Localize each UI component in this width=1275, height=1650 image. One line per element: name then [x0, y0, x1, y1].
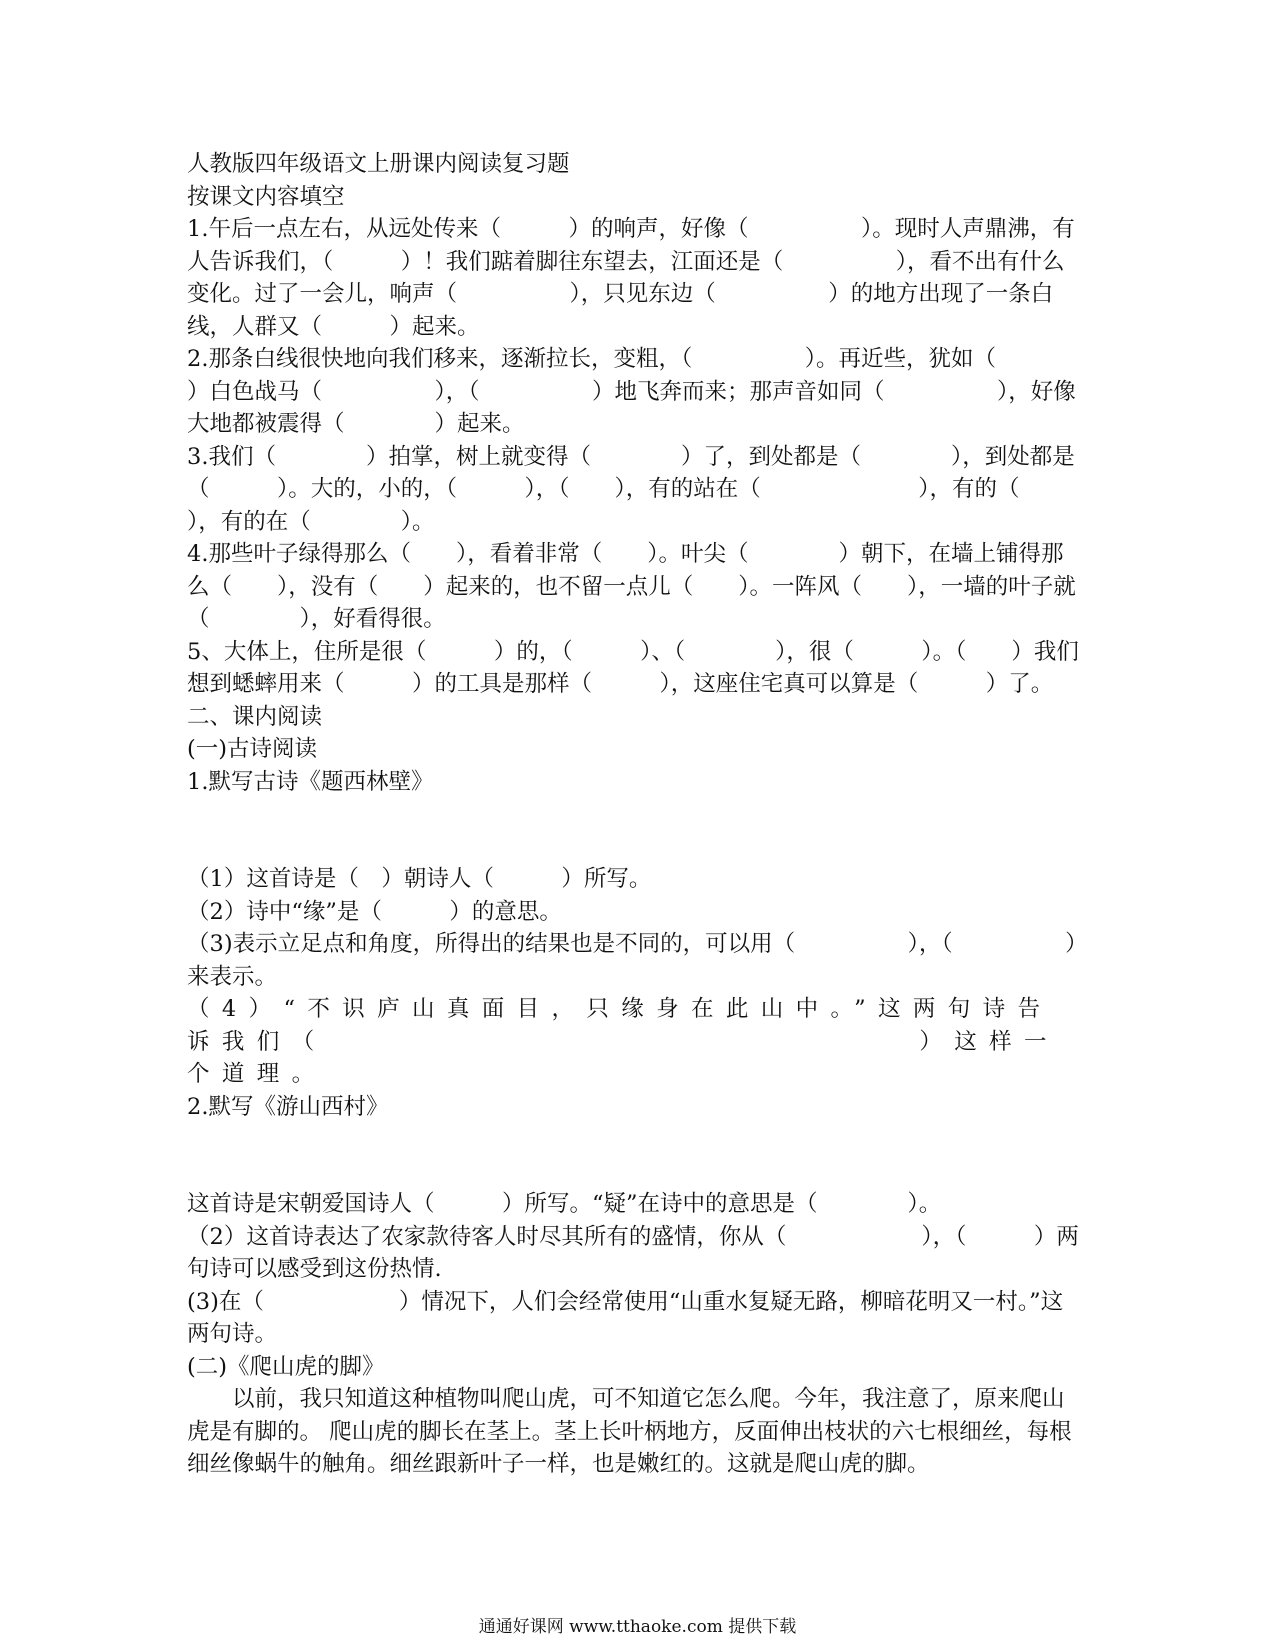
fill-in-question-4: 4.那些叶子绿得那么（ ），看着非常（ ）。叶尖（ ）朝下，在墙上铺得那么（ ），没有（ ）起来的，也不留一点儿（ ）。一阵风（ ），一墙的叶子就（ ），好看得很。	[187, 541, 1076, 632]
section-heading-fill-in: 按课文内容填空	[187, 183, 345, 210]
poem1-item-1: （1）这首诗是（ ）朝诗人（ ）所写。	[187, 866, 652, 892]
poem-question-1-title: 1.默写古诗《题西林壁》	[187, 768, 434, 795]
subsection-heading-poetry: (一)古诗阅读	[187, 736, 318, 762]
poem-question-2-title: 2.默写《游山西村》	[187, 1093, 389, 1120]
poem2-item-3: (3)在（ ）情况下，人们会经常使用“山重水复疑无路，柳暗花明又一村。”这两句诗。	[187, 1288, 1064, 1347]
fill-in-question-5: 5、大体上，住所是很（ ）的，（ ）、（ ），很（ ）。（ ）我们想到蟋蟀用来（ ）的工具是那样（ ），这座住宅真可以算是（ ）了。	[187, 638, 1079, 697]
answer-space	[187, 1123, 1085, 1188]
poem2-item-1: 这首诗是宋朝爱国诗人（ ）所写。“疑”在诗中的意思是（ ）。	[187, 1191, 942, 1217]
section-heading-reading: 二、课内阅读	[187, 703, 323, 730]
subsection-heading-passage: (二)《爬山虎的脚》	[187, 1353, 385, 1380]
poem1-item-2: （2）诗中“缘”是（ ）的意思。	[187, 898, 562, 925]
document-body	[187, 148, 1110, 1481]
reading-passage: 以前，我只知道这种植物叫爬山虎，可不知道它怎么爬。今年，我注意了，原来爬山虎是有脚的。 爬山虎的脚长在茎上。茎上长叶柄地方，反面伸出枝状的六七根细丝，每根细丝像蜗牛的触角。细丝跟新叶子一样，也是嫩红的。这就是爬山虎的脚。	[187, 1386, 1072, 1477]
poem1-item-3: （3)表示立足点和角度，所得出的结果也是不同的，可以用（ ），（ ）来表示。	[187, 931, 1077, 990]
poem1-item-4: （4）“不识庐山真面目，只缘身在此山中。”这两句诗告诉我们（ ）这样一个道理。	[187, 996, 1059, 1087]
poem2-item-2: （2）这首诗表达了农家款待客人时尽其所有的盛情，你从（ ），（ ）两句诗可以感受到这份热情.	[187, 1223, 1079, 1282]
answer-space	[187, 798, 1085, 863]
fill-in-question-1: 1.午后一点左右，从远处传来（ ）的响声，好像（ ）。现时人声鼎沸，有人告诉我们，（ ）！我们踮着脚往东望去，江面还是（ ），看不出有什么变化。过了一会儿，响声（ ），只见东边（ ）的地方出现了一条白线，人群又（ ）起来。	[187, 216, 1075, 340]
page-footer: 通通好课网 www.tthaoke.com 提供下载	[478, 1617, 797, 1637]
document-title: 人教版四年级语文上册课内阅读复习题	[187, 151, 570, 177]
fill-in-question-2: 2.那条白线很快地向我们移来，逐渐拉长，变粗，（ ）。再近些，犹如（ ）白色战马（ ），（ ）地飞奔而来；那声音如同（ ），好像大地都被震得（ ）起来。	[187, 346, 1086, 437]
fill-in-question-3: 3.我们（ ）拍掌，树上就变得（ ）了，到处都是（ ），到处都是（ ）。大的，小的，（ ），（ ），有的站在（ ），有的（ ），有的在（ ）。	[187, 443, 1110, 535]
